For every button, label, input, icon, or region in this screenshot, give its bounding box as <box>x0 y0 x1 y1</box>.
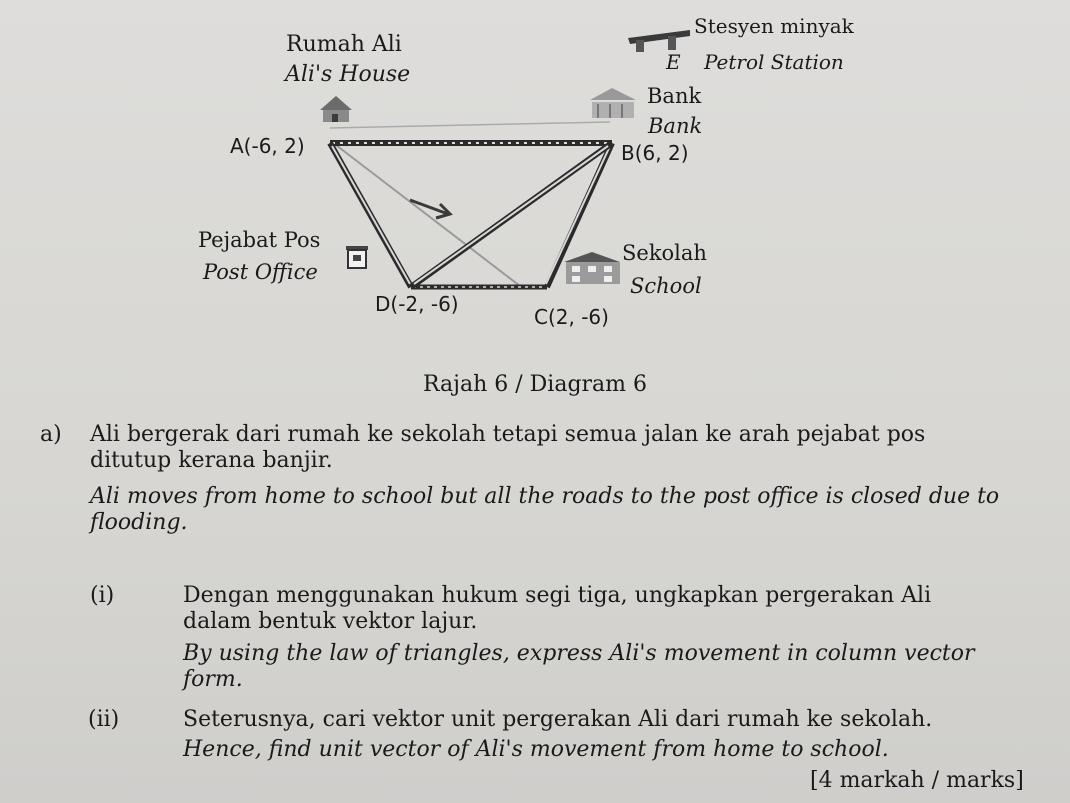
station-label-en: Petrol Station <box>704 50 844 74</box>
post-office-icon <box>346 246 368 268</box>
house-label-ms: Rumah Ali <box>286 32 402 57</box>
subquestion-2-en: Hence, find unit vector of Ali's movement from home to school. <box>183 737 889 762</box>
postoffice-label-en: Post Office <box>203 260 318 284</box>
point-a-label: A(-6, 2) <box>230 134 305 158</box>
point-c-label: C(2, -6) <box>534 305 609 329</box>
house-label-en: Ali's House <box>285 62 411 87</box>
subquestion-1-ms: Dengan menggunakan hukum segi tiga, ungkapkan pergerakan Ali dalam bentuk vektor lajur. <box>183 583 932 635</box>
petrol-station-icon <box>628 30 690 52</box>
diagram-caption: Rajah 6 / Diagram 6 <box>422 372 648 397</box>
subquestion-1-label: (i) <box>90 583 115 608</box>
point-d-label: D(-2, -6) <box>375 292 459 316</box>
subquestion-2-label: (ii) <box>88 707 120 732</box>
school-label-ms: Sekolah <box>622 241 707 265</box>
bank-label-ms: Bank <box>647 84 702 108</box>
question-intro-en: Ali moves from home to school but all the roads to the post office is closed due to flooding. <box>90 484 1000 536</box>
bank-icon <box>590 88 636 118</box>
station-label-ms: Stesyen minyak <box>694 14 854 38</box>
marks-label: [4 markah / marks] <box>810 768 1024 793</box>
subquestion-2-ms: Seterusnya, cari vektor unit pergerakan Ali dari rumah ke sekolah. <box>183 707 933 732</box>
point-b-label: B(6, 2) <box>621 141 689 165</box>
subquestion-1-en: By using the law of triangles, express Ali's movement in column vector form. <box>183 641 975 693</box>
school-label-en: School <box>630 274 702 298</box>
question-intro-ms: Ali bergerak dari rumah ke sekolah tetapi semua jalan ke arah pejabat pos ditutup kerana banjir. <box>90 422 926 474</box>
route-arrow <box>410 200 450 218</box>
station-point-label: E <box>666 50 681 74</box>
question-part-label: a) <box>40 422 62 447</box>
road-a-d-inner <box>332 146 410 284</box>
house-icon <box>320 96 352 122</box>
postoffice-label-ms: Pejabat Pos <box>198 228 321 252</box>
pencil-trace-line <box>330 122 610 128</box>
bank-label-en: Bank <box>648 114 703 138</box>
school-icon <box>564 252 620 284</box>
